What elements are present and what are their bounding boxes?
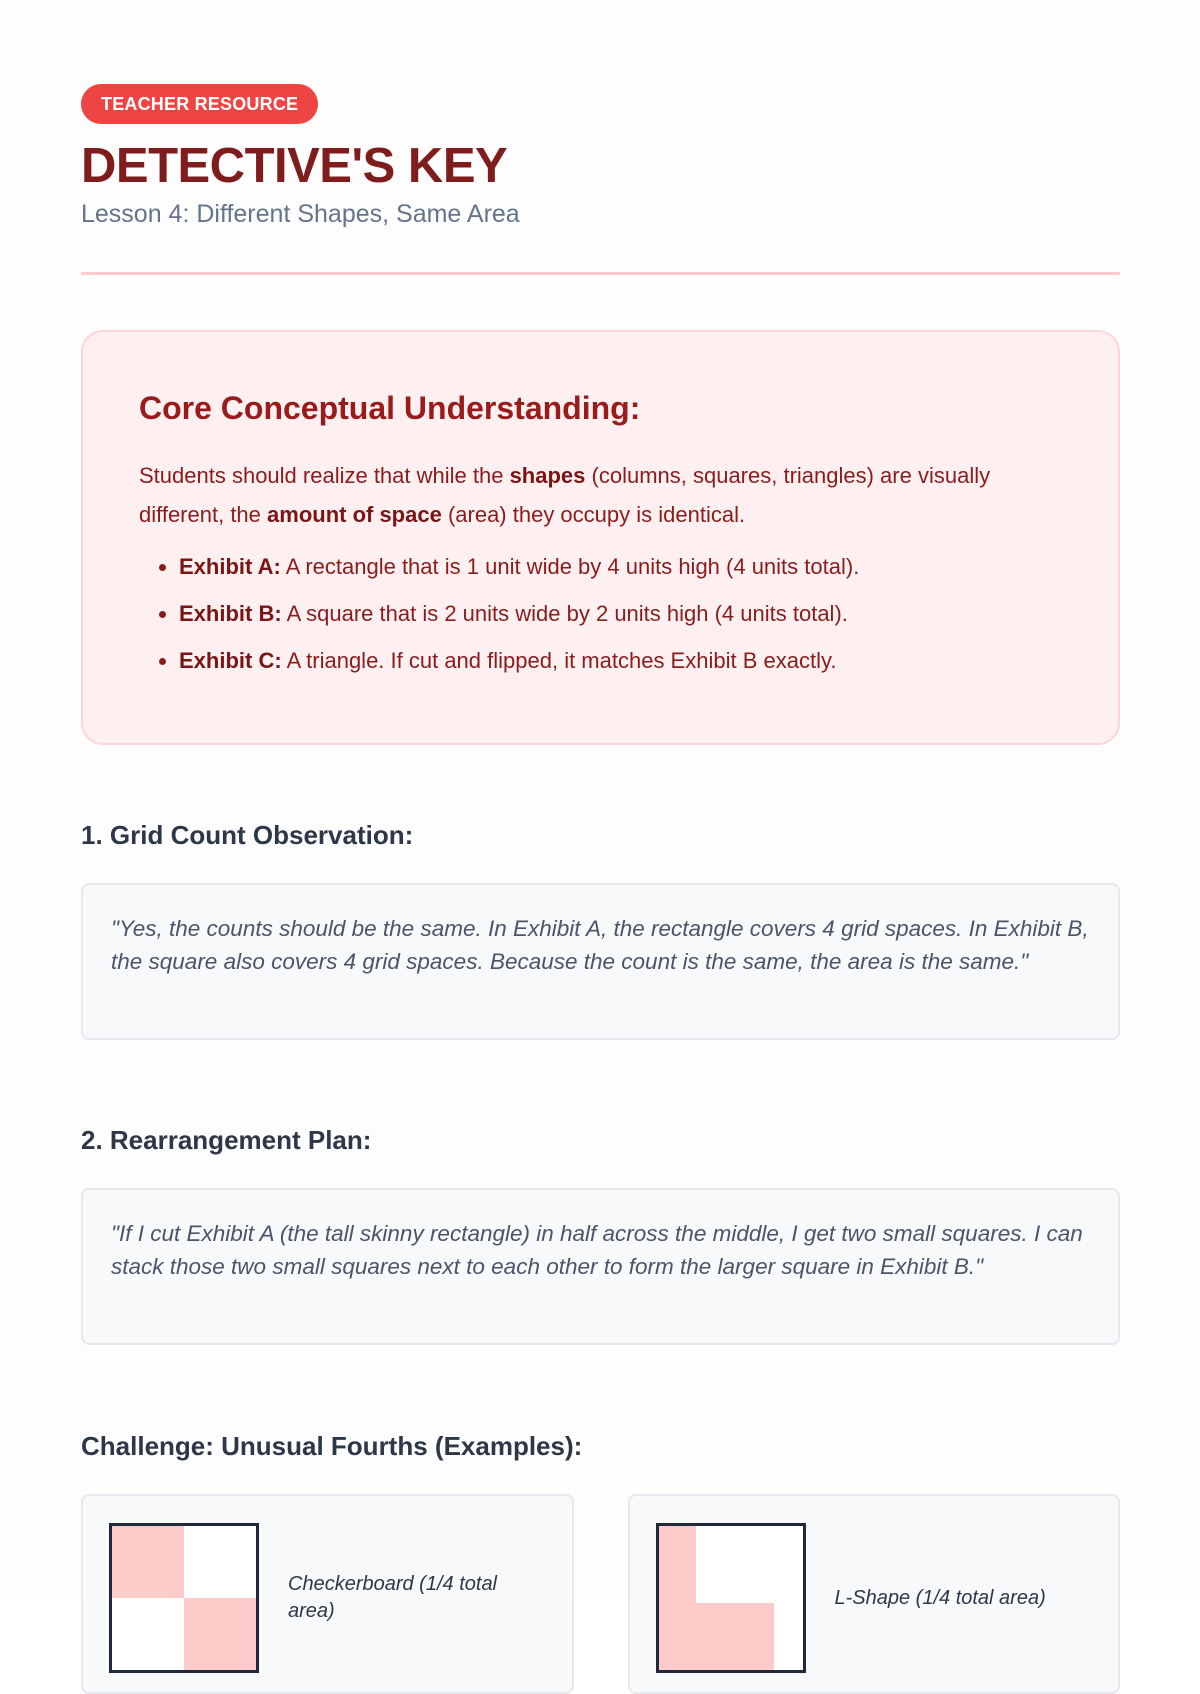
exhibit-description: A triangle. If cut and flipped, it matches Exhibit B exactly. [281,648,837,673]
shaded-cell [112,1526,184,1598]
rearrangement-answer: "If I cut Exhibit A (the tall skinny rectangle) in half across the middle, I get two small squares. I can stack those two small squares next to each other to form the larger square in Exhibit B." [81,1188,1120,1345]
core-text-part: (area) they occupy is identical. [441,502,746,527]
example-card-l-shape [628,1494,1121,1694]
grid-count-answer: "Yes, the counts should be the same. In Exhibit A, the rectangle covers 4 grid spaces. In Exhibit B, the square also covers 4 grid spaces. Because the count is the same, the area is the same." [81,883,1120,1040]
exhibit-label: Exhibit B: [179,601,282,626]
core-understanding-box [81,330,1120,745]
example-card-checkerboard [81,1494,574,1694]
exhibit-description: A square that is 2 units wide by 2 units high (4 units total). [281,601,848,626]
challenge-examples [81,1494,1120,1694]
checkerboard-grid [109,1523,259,1673]
shaded-cell [184,1598,256,1670]
core-understanding-text [139,456,1019,534]
content-container [81,84,1120,1694]
l-shape-grid [656,1523,806,1673]
exhibit-description: A rectangle that is 1 unit wide by 4 units high (4 units total). [280,554,860,579]
core-text-part: Students should realize that while the [139,463,510,488]
challenge-heading: Challenge: Unusual Fourths (Examples): [81,1431,583,1461]
exhibit-item-c [179,646,1062,676]
exhibit-item-a [179,552,1062,582]
example-label: Checkerboard (1/4 total area) [288,1573,498,1622]
header-divider [81,272,1120,275]
shaded-cell [696,1603,774,1670]
core-understanding-title: Core Conceptual Understanding: [139,390,641,426]
rearrangement-heading: 2. Rearrangement Plan: [81,1125,372,1155]
core-text-bold: shapes [509,463,586,488]
exhibit-list [139,552,1062,676]
core-text-bold: amount of space [267,502,442,527]
page-subtitle: Lesson 4: Different Shapes, Same Area [81,200,520,228]
exhibit-label: Exhibit A: [179,554,281,579]
exhibit-item-b [179,599,1062,629]
page-title: DETECTIVE'S KEY [81,139,508,193]
shaded-cell [659,1526,696,1670]
grid-count-heading: 1. Grid Count Observation: [81,820,414,850]
teacher-resource-badge: TEACHER RESOURCE [81,84,318,124]
example-label: L-Shape (1/4 total area) [834,1587,1046,1609]
core-text-part: (columns, squares, triangles) are visually different, the [139,463,991,527]
exhibit-label: Exhibit C: [179,648,282,673]
